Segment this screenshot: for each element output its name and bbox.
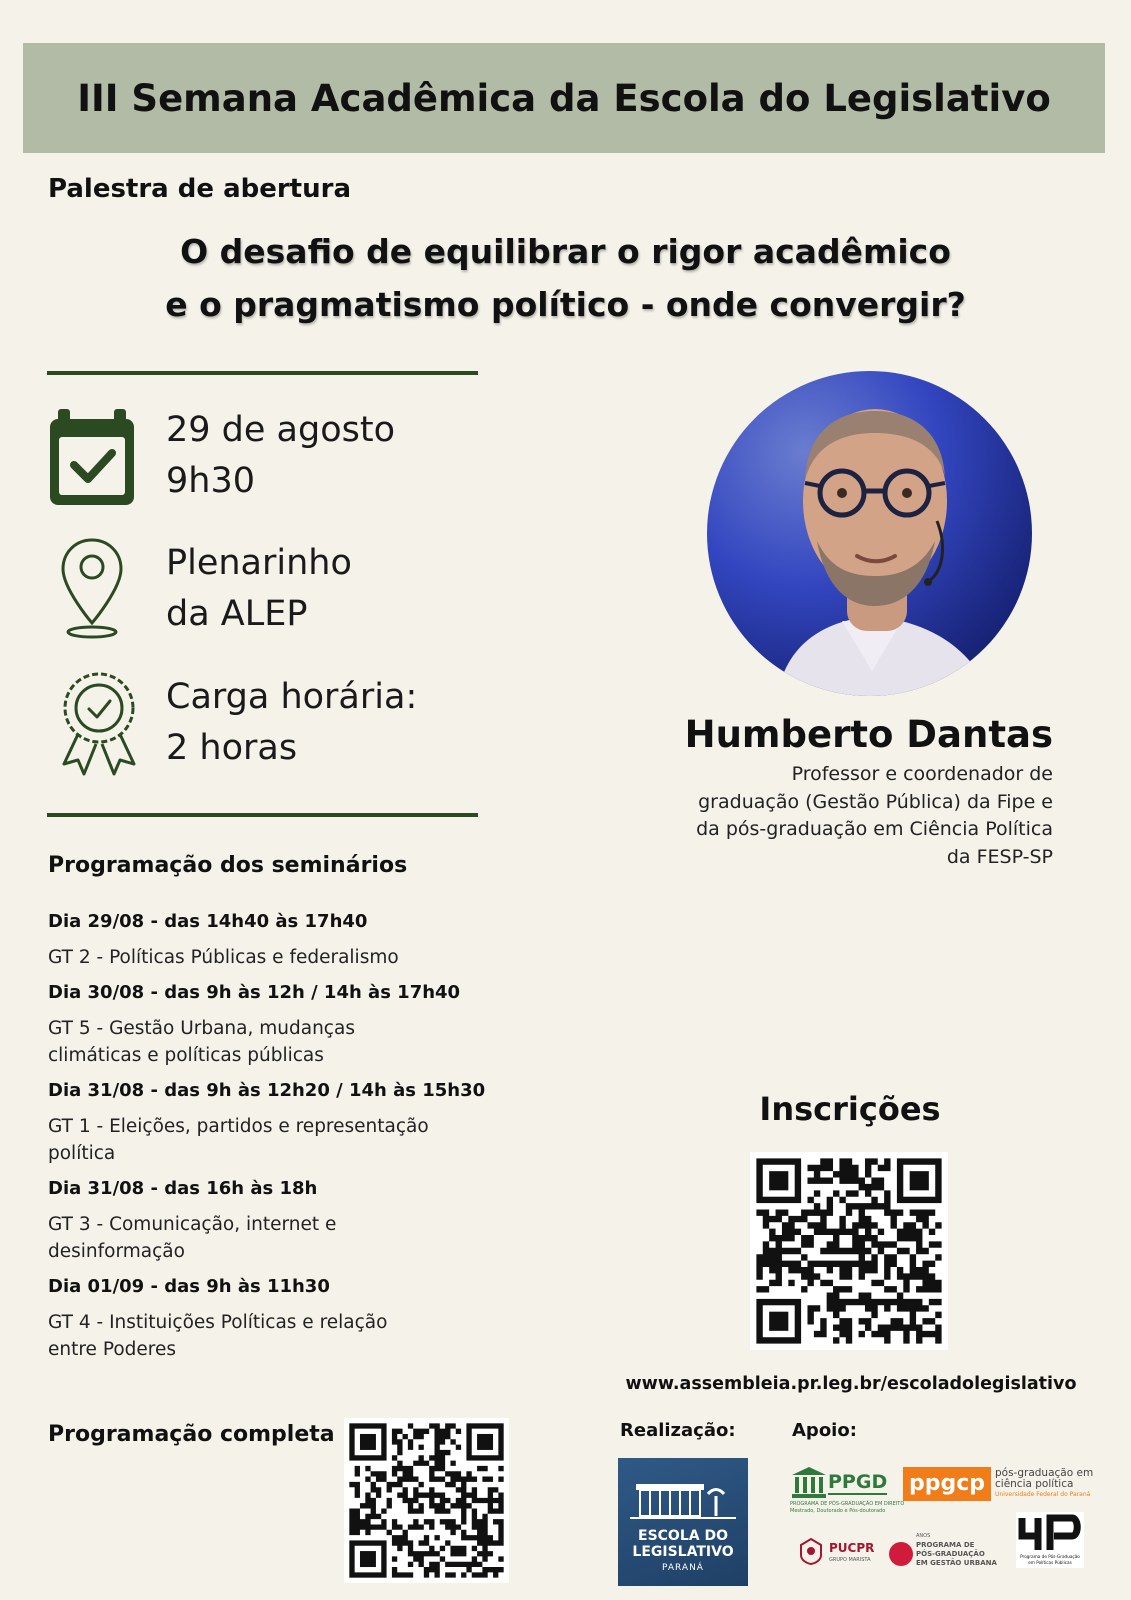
realizacao-label: Realização:	[620, 1420, 736, 1441]
ppgd-logo	[790, 1465, 905, 1517]
registration-qr-code[interactable]	[750, 1152, 948, 1350]
program-day: Dia 29/08 - das 14h40 às 17h40	[48, 911, 368, 932]
event-time: 9h30	[166, 461, 255, 501]
pp-line1: Programa de Pós-Graduação	[1020, 1554, 1080, 1559]
header-banner	[23, 43, 1105, 153]
program-item	[48, 1273, 488, 1363]
program-gt: GT 5 - Gestão Urbana, mudanças climáticas e políticas públicas	[48, 1018, 355, 1066]
talk-title-line2: e o pragmatismo político - onde convergir?	[165, 285, 966, 324]
program-item	[48, 1077, 488, 1167]
program-title: Programação dos seminários	[48, 853, 408, 878]
calendar-check-icon	[48, 409, 136, 511]
program-day: Dia 30/08 - das 9h às 12h / 14h às 17h40	[48, 982, 461, 1003]
map-pin-icon	[60, 537, 124, 645]
program-day: Dia 31/08 - das 16h às 18h	[48, 1178, 318, 1199]
event-load-line1: Carga horária:	[166, 677, 418, 717]
pp-logo	[1016, 1512, 1084, 1568]
pucpr-small: GRUPO MARISTA	[829, 1557, 871, 1563]
speaker-name: Humberto Dantas	[684, 713, 1053, 756]
event-location-block	[166, 538, 352, 640]
pucpr-logo	[797, 1537, 877, 1567]
escola-legislativo-logo	[618, 1458, 748, 1586]
divider-bottom	[47, 813, 478, 817]
speaker-bio-line: da pós-graduação em Ciência Política	[696, 818, 1053, 840]
event-place-line2: da ALEP	[166, 594, 308, 634]
pp-mark-icon	[1016, 1514, 1084, 1554]
program-qr-code[interactable]	[344, 1418, 509, 1583]
speaker-photo	[707, 371, 1032, 696]
circle-logo-icon	[888, 1541, 914, 1567]
ppgcp-text2: ciência política	[995, 1478, 1074, 1490]
program-list	[48, 908, 488, 1371]
speaker-bio	[633, 761, 1053, 871]
program-item	[48, 1175, 488, 1265]
divider-top	[47, 371, 478, 375]
pucpr-label: PUCPR	[829, 1541, 875, 1555]
pp-line2: em Políticas Públicas	[1028, 1560, 1072, 1565]
program-gt: GT 4 - Instituições Políticas e relação entre Poderes	[48, 1312, 388, 1360]
event-load-line2: 2 horas	[166, 728, 298, 768]
pgu-line1: PROGRAMA DE	[916, 1541, 975, 1549]
talk-title-line1: O desafio de equilibrar o rigor acadêmico	[180, 232, 951, 271]
escola-logo-line1: ESCOLA DO	[638, 1528, 728, 1544]
event-title: III Semana Acadêmica da Escola do Legislativo	[77, 76, 1051, 120]
escola-logo-line3: PARANÁ	[662, 1563, 704, 1573]
event-load-block	[166, 672, 417, 774]
ppgcp-logo	[903, 1467, 1094, 1503]
qr-code-pattern	[344, 1418, 509, 1583]
speaker-bio-line: da FESP-SP	[946, 845, 1053, 868]
registration-url[interactable]: www.assembleia.pr.leg.br/escoladolegislativo	[625, 1374, 1077, 1394]
award-badge-icon	[60, 672, 138, 780]
program-item	[48, 908, 488, 971]
ppgd-label: PPGD	[828, 1471, 888, 1493]
program-gt: GT 1 - Eleições, partidos e representação política	[48, 1116, 429, 1164]
apoio-label: Apoio:	[792, 1420, 857, 1441]
columns-icon	[790, 1465, 828, 1499]
event-date-block	[166, 405, 395, 507]
pgu-logo	[888, 1533, 997, 1571]
speaker-bio-line: Professor e coordenador de	[791, 763, 1053, 785]
program-item	[48, 979, 488, 1069]
program-day: Dia 01/09 - das 9h às 11h30	[48, 1276, 330, 1297]
program-day: Dia 31/08 - das 9h às 12h20 / 14h às 15h30	[48, 1080, 486, 1101]
ppgcp-label: ppgcp	[903, 1467, 991, 1501]
program-gt: GT 2 - Políticas Públicas e federalismo	[48, 947, 399, 968]
registration-title: Inscrições	[759, 1090, 941, 1128]
escola-logo-line2: LEGISLATIVO	[632, 1544, 734, 1560]
ppgcp-text3: Universidade Federal do Paraná	[995, 1491, 1091, 1498]
ppgd-small: PROGRAMA DE PÓS-GRADUAÇÃO EM DIREITO	[790, 1501, 905, 1507]
opening-label: Palestra de abertura	[48, 174, 351, 204]
crest-icon	[797, 1537, 825, 1565]
pgu-line3: EM GESTÃO URBANA	[916, 1559, 997, 1567]
event-place-line1: Plenarinho	[166, 543, 352, 583]
ppgcp-text1: pós-graduação em	[995, 1467, 1094, 1479]
building-icon	[618, 1458, 748, 1528]
pgu-line2: PÓS-GRADUAÇÃO	[916, 1550, 985, 1558]
talk-title	[0, 225, 1131, 331]
full-program-label: Programação completa	[48, 1422, 335, 1447]
program-gt: GT 3 - Comunicação, internet e desinformação	[48, 1214, 337, 1262]
event-date: 29 de agosto	[166, 410, 395, 450]
speaker-bio-line: graduação (Gestão Pública) da Fipe e	[698, 790, 1053, 813]
ppgd-small2: Mestrado, Doutorado e Pós-doutorado	[790, 1508, 886, 1514]
pgu-small: ANOS	[916, 1533, 931, 1539]
qr-code-pattern	[750, 1152, 948, 1350]
